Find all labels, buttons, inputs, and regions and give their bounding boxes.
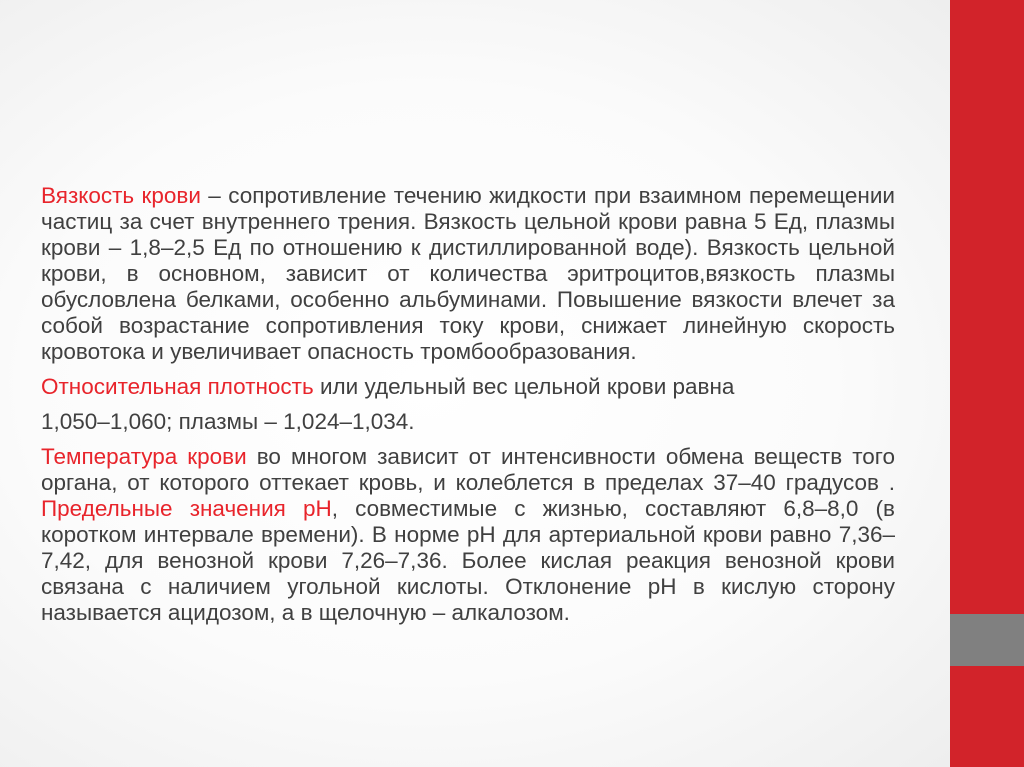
right-accent-bar-red-top <box>950 0 1024 614</box>
paragraph-blood-viscosity <box>41 183 895 365</box>
term-ph-limits: Предельные значения рН <box>41 496 332 521</box>
paragraph-relative-density <box>41 374 895 400</box>
paragraph-blood-viscosity-text: – сопротивление течению жидкости при взаимном перемещении частиц за счет внутреннего трения. Вязкость цельной крови равна 5 Ед, плазмы крови – 1,8–2,5 Ед по отношению к дистиллированной воде). Вязкость цельной крови, в основном, зависит от количества эритроцитов,вязкость плазмы обусловлена белками, особенно альбуминами. Повышение вязкости влечет за собой возрастание сопротивления току крови, снижает линейную скорость кровотока и увеличивает опасность тромбообразования. <box>41 183 895 364</box>
term-blood-viscosity: Вязкость крови <box>41 183 201 208</box>
term-relative-density: Относительная плотность <box>41 374 314 399</box>
slide-body-text <box>41 183 895 626</box>
paragraph-density-values <box>41 409 895 435</box>
term-blood-temperature: Температура крови <box>41 444 247 469</box>
right-accent-bar-gray <box>950 614 1024 666</box>
paragraph-ph-text: , совместимые с жизнью, составляют 6,8–8,0 (в коротком интервале времени). В норме рН для артериальной крови равно 7,36–7,42, для венозной крови 7,26–7,36. Более кислая реакция венозной крови связана с наличием угольной кислоты. Отклонение рН в кислую сторону называется ацидозом, а в щелочную – алкалозом. <box>41 496 895 625</box>
right-accent-bar-red-bottom <box>950 666 1024 767</box>
paragraph-relative-density-text: или удельный вес цельной крови равна <box>313 374 735 399</box>
paragraph-blood-temperature <box>41 444 895 626</box>
density-values-text: 1,050–1,060; плазмы – 1,024–1,034. <box>41 409 415 434</box>
paragraph-blood-temperature-text: во многом зависит от интенсивности обмена веществ того органа, от которого оттекает кровь, и колеблется в пределах 37–40 градусов . <box>41 444 895 495</box>
